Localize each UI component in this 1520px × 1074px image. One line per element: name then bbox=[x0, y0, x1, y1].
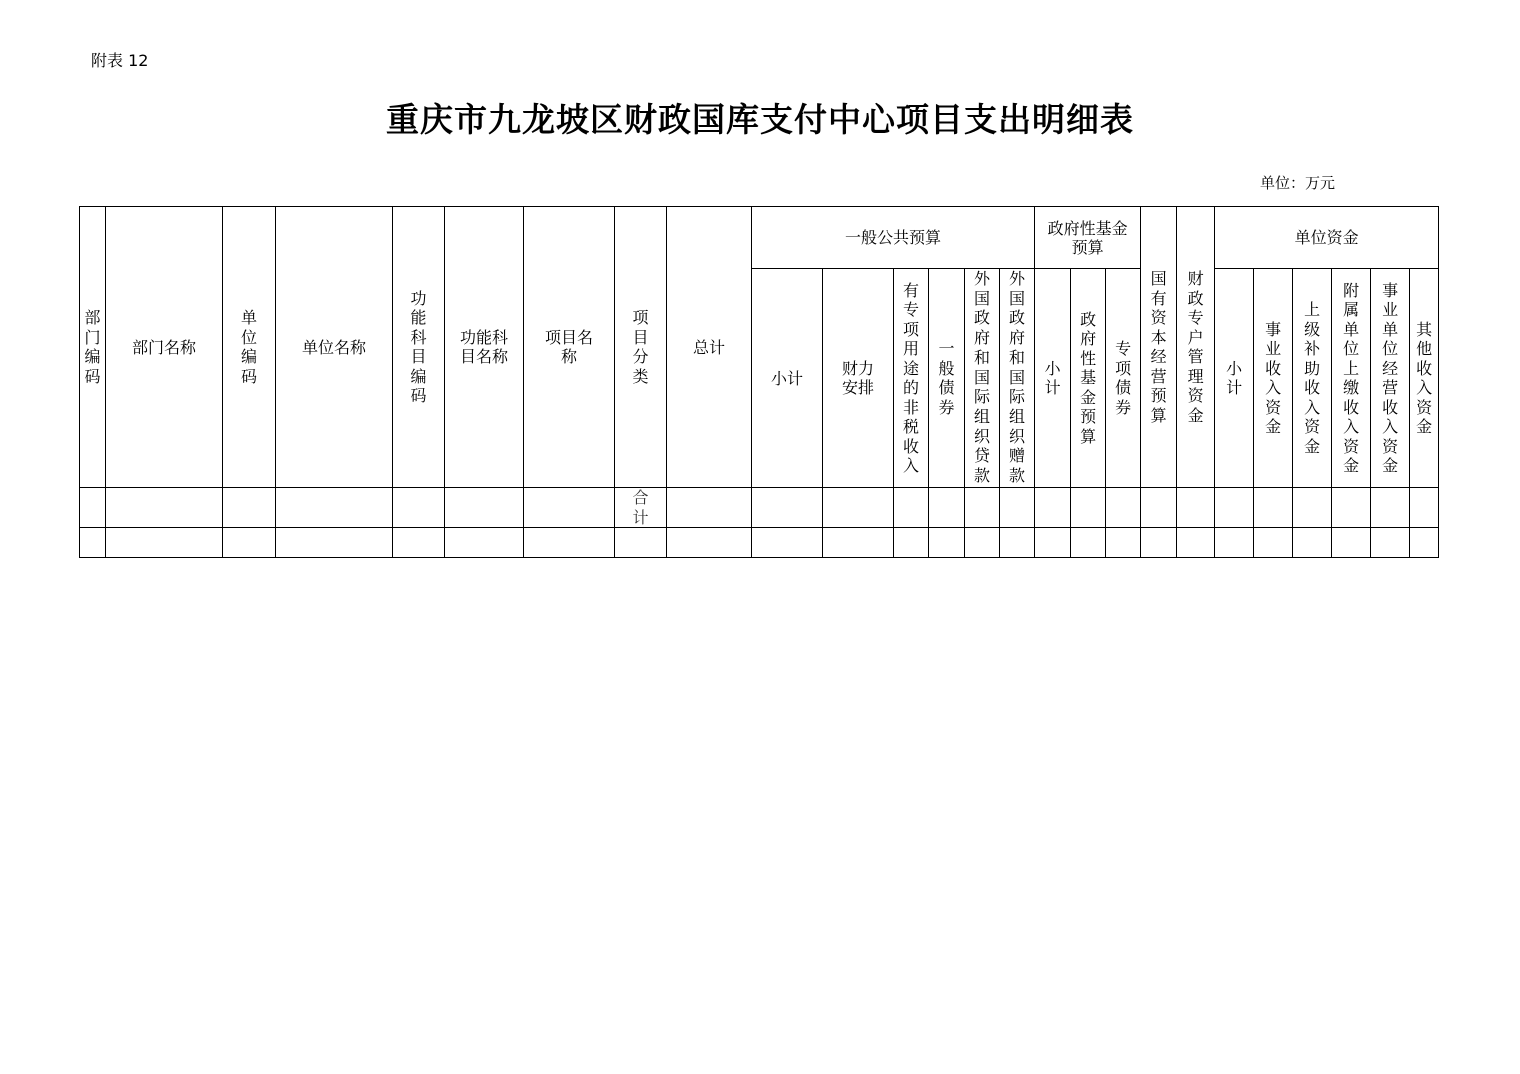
header-uf-other: 其他收入资金 bbox=[1410, 269, 1439, 488]
header-func-code: 功能科目编码 bbox=[393, 207, 445, 488]
table-cell bbox=[1106, 488, 1141, 528]
header-gb-special-nontax: 有专项用途的非税收入 bbox=[894, 269, 929, 488]
table-cell bbox=[615, 528, 667, 558]
header-state-capital: 国有资本经营预算 bbox=[1141, 207, 1177, 488]
table-cell bbox=[1293, 488, 1332, 528]
header-dept-name: 部门名称 bbox=[106, 207, 223, 488]
header-special-funds: 财政专户管理资金 bbox=[1177, 207, 1215, 488]
table-cell bbox=[445, 488, 524, 528]
table-cell bbox=[1215, 528, 1254, 558]
table-cell bbox=[1141, 528, 1177, 558]
table-cell bbox=[1071, 528, 1106, 558]
table-cell bbox=[752, 528, 823, 558]
table-cell bbox=[524, 528, 615, 558]
table-cell bbox=[1332, 528, 1371, 558]
header-general-budget: 一般公共预算 bbox=[752, 207, 1035, 269]
table-cell bbox=[524, 488, 615, 528]
table-row bbox=[80, 528, 1439, 558]
header-uf-subtotal: 小计 bbox=[1215, 269, 1254, 488]
table-cell bbox=[1371, 528, 1410, 558]
header-gb-foreign-grants: 外国政府和国际组织赠款 bbox=[1000, 269, 1035, 488]
total-label-cell: 合计 bbox=[615, 488, 667, 528]
table-cell bbox=[1106, 528, 1141, 558]
table-cell bbox=[929, 488, 965, 528]
header-gb-financial: 财力安排 bbox=[823, 269, 894, 488]
header-gb-foreign-loans: 外国政府和国际组织贷款 bbox=[965, 269, 1000, 488]
table-cell bbox=[1293, 528, 1332, 558]
table-cell bbox=[223, 528, 276, 558]
table-cell bbox=[276, 488, 393, 528]
table-cell bbox=[894, 488, 929, 528]
table-cell bbox=[752, 488, 823, 528]
table-cell bbox=[1177, 488, 1215, 528]
header-gb-bonds: 一般债券 bbox=[929, 269, 965, 488]
table-cell bbox=[823, 528, 894, 558]
header-project-category: 项目分类 bbox=[615, 207, 667, 488]
table-cell bbox=[1254, 488, 1293, 528]
table-cell bbox=[1215, 488, 1254, 528]
table-cell bbox=[106, 488, 223, 528]
table-cell bbox=[393, 488, 445, 528]
expenditure-table bbox=[79, 206, 1439, 558]
table-cell bbox=[823, 488, 894, 528]
table-cell bbox=[223, 488, 276, 528]
header-uf-affiliated: 附属单位上缴收入资金 bbox=[1332, 269, 1371, 488]
table-cell bbox=[929, 528, 965, 558]
table-cell bbox=[106, 528, 223, 558]
table-cell bbox=[80, 528, 106, 558]
appendix-label: 附表 12 bbox=[91, 51, 149, 70]
table-cell bbox=[276, 528, 393, 558]
table-cell bbox=[1141, 488, 1177, 528]
page-title: 重庆市九龙坡区财政国库支付中心项目支出明细表 bbox=[386, 100, 1134, 139]
header-func-name: 功能科目名称 bbox=[445, 207, 524, 488]
header-gf-bonds: 专项债券 bbox=[1106, 269, 1141, 488]
table-cell bbox=[1410, 488, 1439, 528]
header-gf-subtotal: 小计 bbox=[1035, 269, 1071, 488]
header-row-1 bbox=[80, 207, 1439, 269]
unit-label: 单位：万元 bbox=[1260, 174, 1336, 192]
table-cell bbox=[965, 528, 1000, 558]
header-unit-funds: 单位资金 bbox=[1215, 207, 1439, 269]
table-cell bbox=[1177, 528, 1215, 558]
header-gf-budget: 政府性基金预算 bbox=[1071, 269, 1106, 488]
header-total: 总计 bbox=[667, 207, 752, 488]
table-row-total bbox=[80, 488, 1439, 528]
header-unit-code: 单位编码 bbox=[223, 207, 276, 488]
table-cell bbox=[1035, 528, 1071, 558]
header-uf-operating: 事业单位经营收入资金 bbox=[1371, 269, 1410, 488]
table-cell bbox=[1254, 528, 1293, 558]
header-project-name: 项目名称 bbox=[524, 207, 615, 488]
table-cell bbox=[445, 528, 524, 558]
header-gb-subtotal: 小计 bbox=[752, 269, 823, 488]
header-gov-fund-budget: 政府性基金预算 bbox=[1035, 207, 1141, 269]
header-unit-name: 单位名称 bbox=[276, 207, 393, 488]
table-cell bbox=[80, 488, 106, 528]
table-cell bbox=[1071, 488, 1106, 528]
table-cell bbox=[393, 528, 445, 558]
table-cell bbox=[667, 488, 752, 528]
table-cell bbox=[1410, 528, 1439, 558]
header-uf-business: 事业收入资金 bbox=[1254, 269, 1293, 488]
table-cell bbox=[1035, 488, 1071, 528]
table-cell bbox=[1332, 488, 1371, 528]
header-dept-code: 部门编码 bbox=[80, 207, 106, 488]
table-cell bbox=[1000, 488, 1035, 528]
table-cell bbox=[1000, 528, 1035, 558]
table-cell bbox=[1371, 488, 1410, 528]
header-uf-subsidy: 上级补助收入资金 bbox=[1293, 269, 1332, 488]
table-cell bbox=[965, 488, 1000, 528]
table-cell bbox=[667, 528, 752, 558]
table-cell bbox=[894, 528, 929, 558]
